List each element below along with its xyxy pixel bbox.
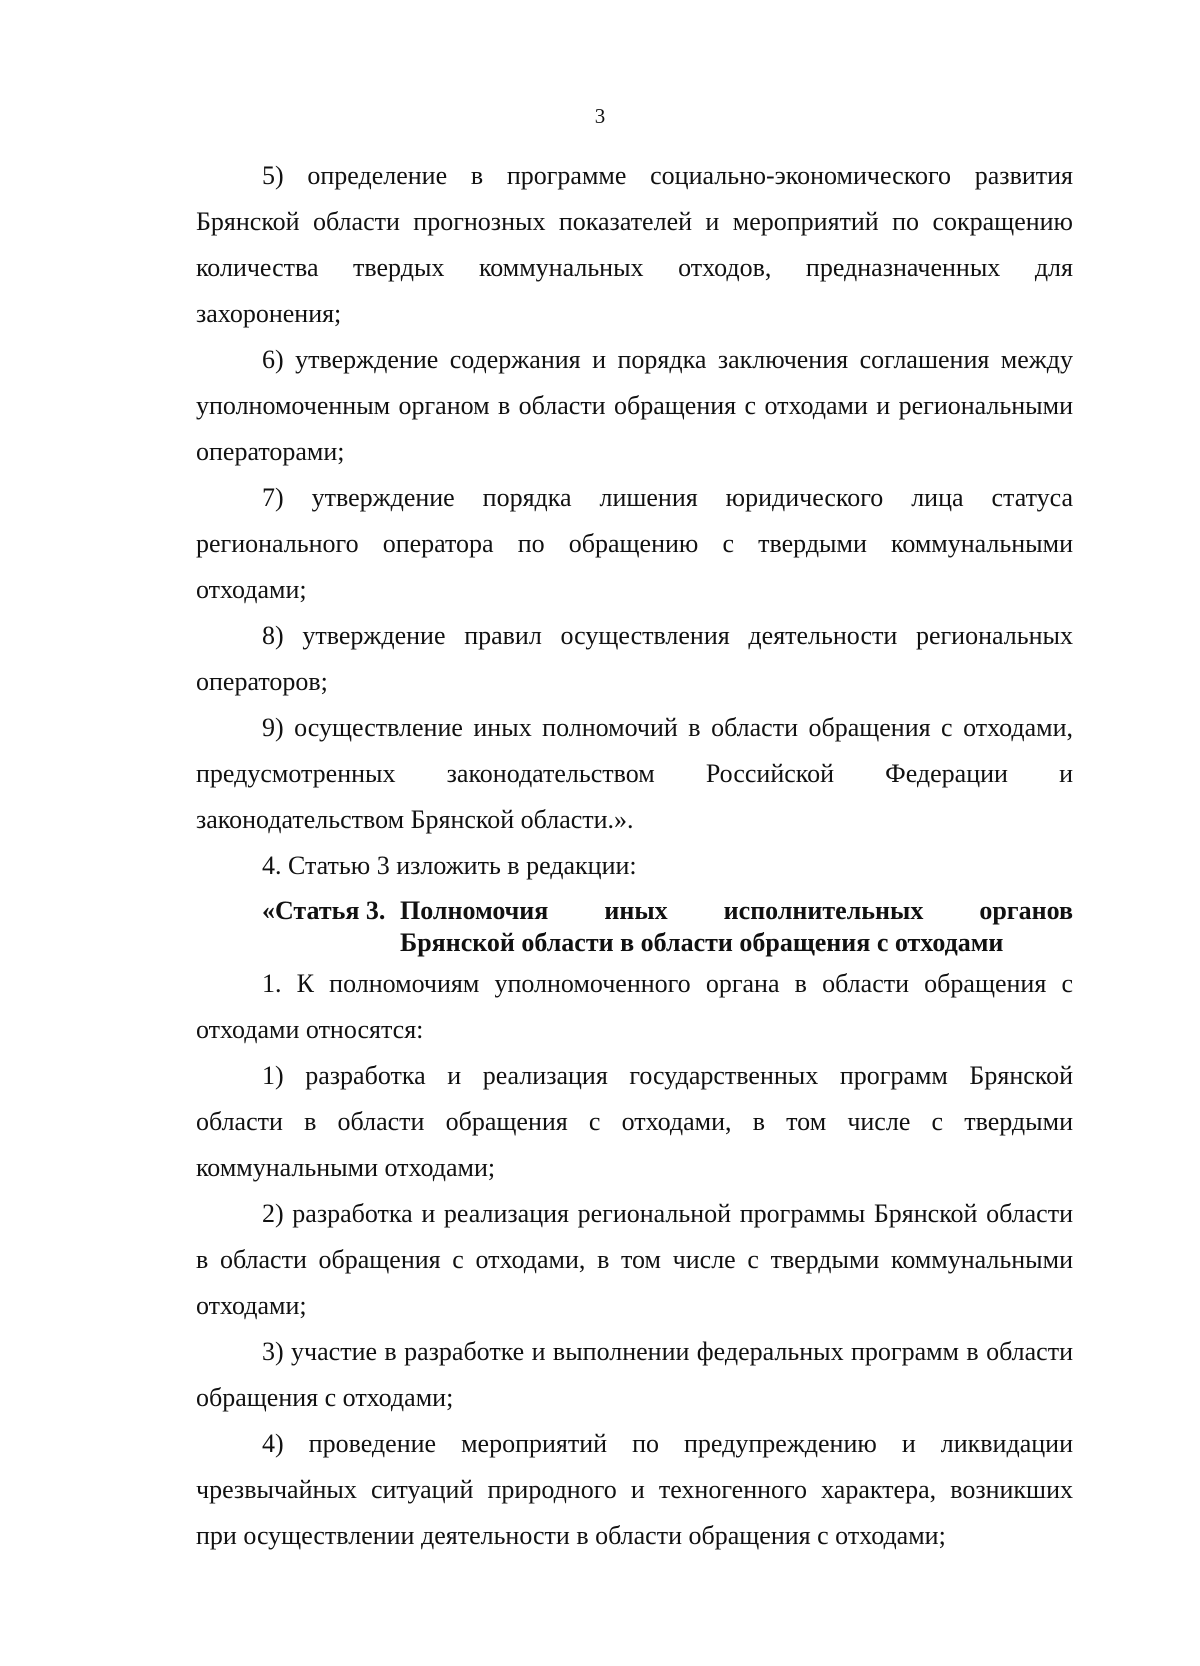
article-number: «Статья 3. (262, 896, 386, 925)
paragraph-amendment-4: 4. Статью 3 изложить в редакции: (262, 851, 637, 880)
paragraph-item-8: 8) утверждение правил осуществления деятельности региональных операторов; (196, 621, 1073, 696)
page-number: 3 (594, 104, 606, 128)
article-heading (196, 895, 1073, 959)
paragraph-clause-1: 1. К полномочиям уполномоченного органа в области обращения с отходами относятся: (196, 969, 1073, 1044)
paragraph-subitem-4: 4) проведение мероприятий по предупреждению и ликвидации чрезвычайных ситуаций природного и техногенного характера, возникших при осуществлении деятельности в области обращения с отходами; (196, 1429, 1073, 1550)
paragraph-item-9: 9) осуществление иных полномочий в области обращения с отходами, предусмотренных законодательством Российской Федерации и законодательством Брянской области.». (196, 713, 1073, 834)
paragraph-subitem-2: 2) разработка и реализация региональной программы Брянской области в области обращения с отходами, в том числе с твердыми коммунальными отходами; (196, 1199, 1073, 1320)
paragraph-item-7: 7) утверждение порядка лишения юридического лица статуса регионального оператора по обращению с твердыми коммунальными отходами; (196, 483, 1073, 604)
paragraph-item-6: 6) утверждение содержания и порядка заключения соглашения между уполномоченным органом в области обращения с отходами и региональными операторами; (196, 345, 1073, 466)
article-title-line-1: Полномочия иных исполнительных органов (400, 896, 1073, 925)
article-title (400, 895, 1073, 959)
article-title-line-2: Брянской области в области обращения с отходами (400, 928, 1004, 957)
paragraph-item-5: 5) определение в программе социально-экономического развития Брянской области прогнозных показателей и мероприятий по сокращению количества твердых коммунальных отходов, предназначенных для захоронения; (196, 161, 1073, 328)
paragraph-subitem-1: 1) разработка и реализация государственных программ Брянской области в области обращения с отходами, в том числе с твердыми коммунальными отходами; (196, 1061, 1073, 1182)
paragraph-subitem-3: 3) участие в разработке и выполнении федеральных программ в области обращения с отходами; (196, 1337, 1073, 1412)
document-body (196, 153, 1073, 1559)
